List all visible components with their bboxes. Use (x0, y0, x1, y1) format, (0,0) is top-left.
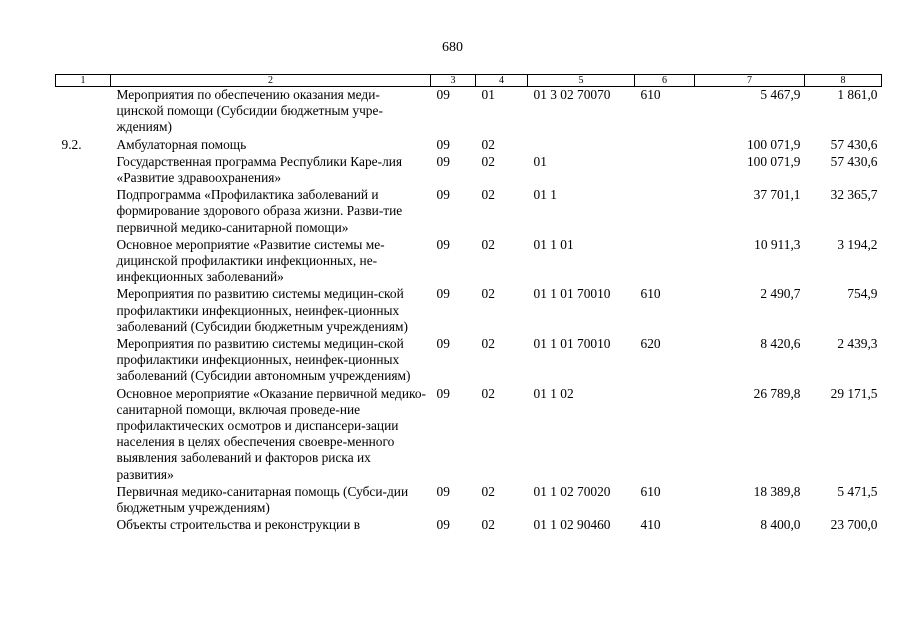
row-name: Амбулаторная помощь (116, 136, 247, 152)
row-subsection-code: 02 (481, 385, 495, 401)
row-section-code: 09 (436, 336, 450, 352)
row-expense-type (635, 386, 695, 484)
row-number (56, 517, 111, 534)
row-number (56, 237, 111, 287)
table-row (56, 336, 882, 386)
row-amount-year2: 2 439,3 (837, 336, 878, 352)
table-row (56, 484, 882, 517)
row-number (56, 336, 111, 386)
row-section-code: 09 (436, 136, 450, 152)
column-header: 5 (528, 75, 635, 87)
row-number (56, 154, 111, 187)
column-number-row (56, 75, 882, 87)
column-header: 3 (431, 75, 476, 87)
row-amount-year2: 3 194,2 (837, 236, 878, 252)
column-header: 8 (805, 75, 882, 87)
row-subsection-code: 01 (481, 87, 495, 102)
row-expense-type (635, 154, 695, 187)
row-number: 9.2. (61, 136, 82, 152)
row-number (56, 187, 111, 237)
table-row (56, 517, 882, 534)
row-target-article: 01 1 (533, 187, 557, 203)
row-section-code: 09 (436, 87, 450, 102)
table-row (56, 187, 882, 237)
row-expense-type (635, 187, 695, 237)
row-target-article (528, 137, 635, 154)
row-section-code: 09 (436, 153, 450, 169)
row-target-article: 01 1 01 (533, 236, 574, 252)
table-row (56, 154, 882, 187)
row-number (56, 87, 111, 137)
row-amount-year1: 10 911,3 (754, 236, 801, 252)
row-name: Государственная программа Республики Каре-лия «Развитие здравоохранения» (116, 153, 403, 186)
row-amount-year1: 8 400,0 (760, 517, 801, 533)
row-amount-year1: 2 490,7 (760, 286, 801, 302)
row-number (56, 484, 111, 517)
row-section-code: 09 (436, 187, 450, 203)
page-number: 680 (442, 40, 463, 55)
row-subsection-code: 02 (481, 336, 495, 352)
row-amount-year2: 1 861,0 (837, 87, 878, 102)
table-body (56, 87, 882, 535)
row-amount-year1: 37 701,1 (753, 187, 801, 203)
row-target-article: 01 1 01 70010 (533, 286, 611, 302)
row-amount-year2: 23 700,0 (830, 517, 878, 533)
row-expense-type: 410 (640, 517, 661, 533)
row-target-article: 01 1 02 70020 (533, 483, 611, 499)
row-subsection-code: 02 (481, 517, 495, 533)
row-amount-year2: 32 365,7 (830, 187, 878, 203)
table-row (56, 137, 882, 154)
row-target-article: 01 3 02 70070 (533, 87, 611, 102)
row-target-article: 01 1 02 90460 (533, 517, 611, 533)
row-target-article: 01 (533, 153, 547, 169)
row-amount-year1: 18 389,8 (753, 483, 801, 499)
row-target-article: 01 1 01 70010 (533, 336, 611, 352)
row-amount-year1: 26 789,8 (753, 385, 801, 401)
row-subsection-code: 02 (481, 187, 495, 203)
row-subsection-code: 02 (481, 236, 495, 252)
column-header: 1 (56, 75, 111, 87)
row-expense-type: 610 (640, 483, 661, 499)
row-subsection-code: 02 (481, 286, 495, 302)
table-row (56, 237, 882, 287)
row-name: Объекты строительства и реконструкции в (116, 517, 361, 533)
row-name: Первичная медико-санитарная помощь (Субси-дии бюджетным учреждениям) (116, 483, 409, 516)
table-row (56, 286, 882, 336)
row-subsection-code: 02 (481, 153, 495, 169)
row-amount-year2: 57 430,6 (830, 153, 878, 169)
row-amount-year2: 29 171,5 (830, 385, 878, 401)
row-section-code: 09 (436, 286, 450, 302)
table-row (56, 87, 882, 137)
row-amount-year2: 5 471,5 (837, 483, 878, 499)
row-section-code: 09 (436, 483, 450, 499)
row-amount-year2: 754,9 (847, 286, 878, 302)
row-amount-year2: 57 430,6 (830, 136, 878, 152)
column-header: 7 (695, 75, 805, 87)
row-amount-year1: 5 467,9 (760, 87, 801, 102)
column-header: 4 (476, 75, 528, 87)
row-name: Основное мероприятие «Оказание первичной медико-санитарной помощи, включая проведе-ние профилактических осмотров и диспансери-зации населения в целях обеспечения своевре-менного выявления заболеваний и факторов риска их развития» (116, 385, 426, 482)
row-expense-type (635, 137, 695, 154)
row-number (56, 286, 111, 336)
row-amount-year1: 100 071,9 (746, 153, 801, 169)
row-expense-type (635, 237, 695, 287)
row-target-article: 01 1 02 (533, 385, 574, 401)
row-section-code: 09 (436, 236, 450, 252)
table-row (56, 386, 882, 484)
row-expense-type: 610 (640, 87, 661, 102)
row-number (56, 386, 111, 484)
row-expense-type: 610 (640, 286, 661, 302)
row-section-code: 09 (436, 385, 450, 401)
column-header: 6 (635, 75, 695, 87)
row-name: Мероприятия по развитию системы медицин-ской профилактики инфекционных, неинфек-ционных заболеваний (Субсидии бюджетным учреждениям) (116, 286, 408, 334)
row-section-code: 09 (436, 517, 450, 533)
row-subsection-code: 02 (481, 483, 495, 499)
row-amount-year1: 8 420,6 (760, 336, 801, 352)
budget-table (55, 74, 882, 534)
row-name: Мероприятия по развитию системы медицин-ской профилактики инфекционных, неинфек-ционных заболеваний (Субсидии автономным учреждениям) (116, 336, 411, 384)
row-name: Основное мероприятие «Развитие системы ме-дицинской профилактики инфекционных, не-инфекционных заболеваний» (116, 236, 385, 285)
row-expense-type: 620 (640, 336, 661, 352)
row-name: Подпрограмма «Профилактика заболеваний и формирование здорового образа жизни. Разви-тие первичной медико-санитарной помощи» (116, 187, 403, 235)
row-subsection-code: 02 (481, 136, 495, 152)
row-name: Мероприятия по обеспечению оказания меди-цинской помощи (Субсидии бюджетным учре-ждениям) (116, 87, 383, 135)
column-header: 2 (111, 75, 431, 87)
row-amount-year1: 100 071,9 (746, 136, 801, 152)
